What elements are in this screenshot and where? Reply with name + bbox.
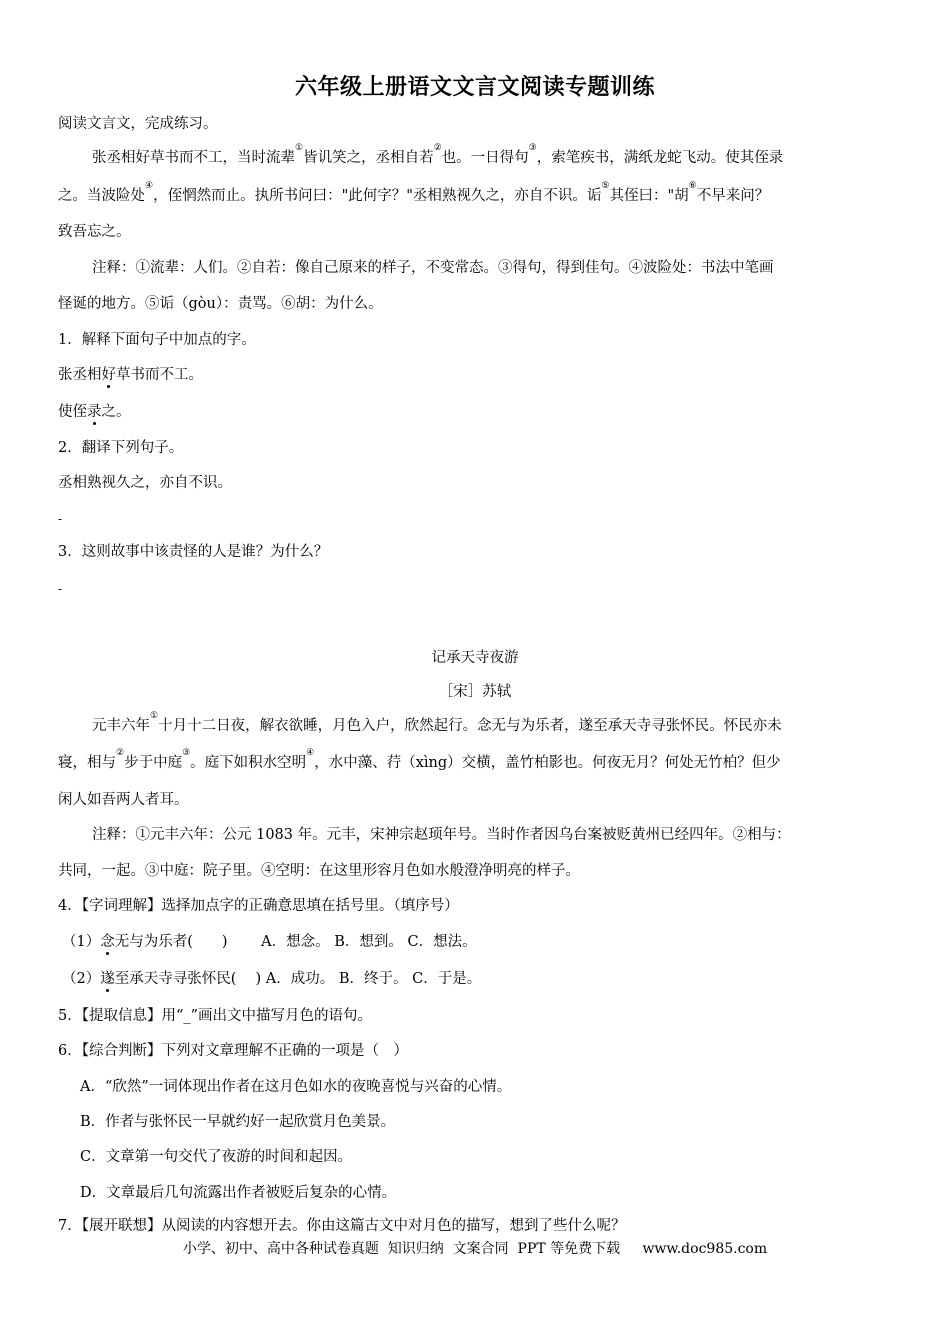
question-2-sentence: 丞相熟视久之，亦自不识。 <box>58 475 232 491</box>
passage1-line1: 张丞相好草书而不工，当时流辈①皆讥笑之，丞相自若②也。一日得句③，索笔疾书，满纸龙蛇飞动。使其侄录 <box>92 143 784 166</box>
question-6-option-a: A．“欣然”一词体现出作者在这月色如水的夜晚喜悦与兴奋的心情。 <box>80 1079 512 1095</box>
question-4: 4．【字词理解】选择加点字的正确意思填在括号里。（填序号） <box>58 898 459 914</box>
page-footer: 小学、初中、高中各种试卷真题 知识归纳 文案合同 PPT 等免费下载 www.doc985.com <box>182 1241 768 1257</box>
passage2-title: 记承天寺夜游 <box>431 650 519 666</box>
answer-blank-3: - <box>58 582 63 596</box>
question-4-item-1: （1）念无与为乐者( ) A．想念。 B．想到。 C．想法。 <box>62 930 477 951</box>
dotted-char: 好 <box>102 363 117 384</box>
question-1-sentence-2: 使侄录之。 <box>58 400 131 421</box>
passage2-notes-line1: 注释：①元丰六年：公元 1083 年。元丰，宋神宗赵顼年号。当时作者因乌台案被贬黄州已经四年。②相与： <box>92 827 791 843</box>
passage1-notes-line2: 怪诞的地方。⑤诟（gòu）：责骂。⑥胡：为什么。 <box>58 296 383 312</box>
page-title: 六年级上册语文文言文阅读专题训练 <box>294 75 655 100</box>
question-6: 6．【综合判断】下列对文章理解不正确的一项是（ ） <box>58 1043 408 1059</box>
question-4-item-2: （2）遂至承天寺寻张怀民( ) A．成功。 B．终于。 C．于是。 <box>62 967 481 988</box>
passage1-line3: 致吾忘之。 <box>58 224 131 240</box>
passage2-line3: 闲人如吾两人者耳。 <box>58 792 189 808</box>
passage2-author: ［宋］苏轼 <box>438 684 512 700</box>
passage2-line1: 元丰六年①十月十二日夜，解衣欲睡，月色入户，欣然起行。念无与为乐者，遂至承天寺寻张怀民。怀民亦未 <box>92 711 782 734</box>
passage1-notes-line1: 注释：①流辈：人们。②自若：像自己原来的样子，不变常态。③得句，得到佳句。④波险处：书法中笔画 <box>92 260 774 276</box>
passage2-notes-line2: 共同，一起。③中庭：院子里。④空明：在这里形容月色如水般澄净明亮的样子。 <box>58 863 580 879</box>
question-7: 7．【展开联想】从阅读的内容想开去。你由这篇古文中对月色的描写，想到了些什么呢？ <box>58 1218 626 1234</box>
dotted-char: 录 <box>87 400 102 421</box>
question-1: 1．解释下面句子中加点的字。 <box>58 332 256 348</box>
dotted-char: 念 <box>100 930 115 951</box>
passage1-line2: 之。当波险处④，侄惘然而止。执所书问曰："此何字？"丞相熟视久之，亦自不识。诟⑤其侄曰："胡⑥不早来问？ <box>58 181 770 204</box>
answer-blank-2: - <box>58 512 63 526</box>
question-1-sentence-1: 张丞相好草书而不工。 <box>58 363 203 384</box>
question-6-option-b: B．作者与张怀民一早就约好一起欣赏月色美景。 <box>80 1114 396 1130</box>
question-3: 3．这则故事中该责怪的人是谁？为什么？ <box>58 544 329 560</box>
dotted-char: 遂 <box>100 967 115 988</box>
question-6-option-c: C．文章第一句交代了夜游的时间和起因。 <box>80 1149 353 1165</box>
question-6-option-d: D．文章最后几句流露出作者被贬后复杂的心情。 <box>80 1185 397 1201</box>
passage2-line2: 寝，相与②步于中庭③。庭下如积水空明④，水中藻、荇（xìng）交横，盖竹柏影也。何夜无月？何处无竹柏？但少 <box>58 748 781 771</box>
instruction: 阅读文言文，完成练习。 <box>58 116 218 132</box>
question-5: 5．【提取信息】用“_”画出文中描写月色的语句。 <box>58 1008 373 1024</box>
question-2: 2．翻译下列句子。 <box>58 440 184 456</box>
